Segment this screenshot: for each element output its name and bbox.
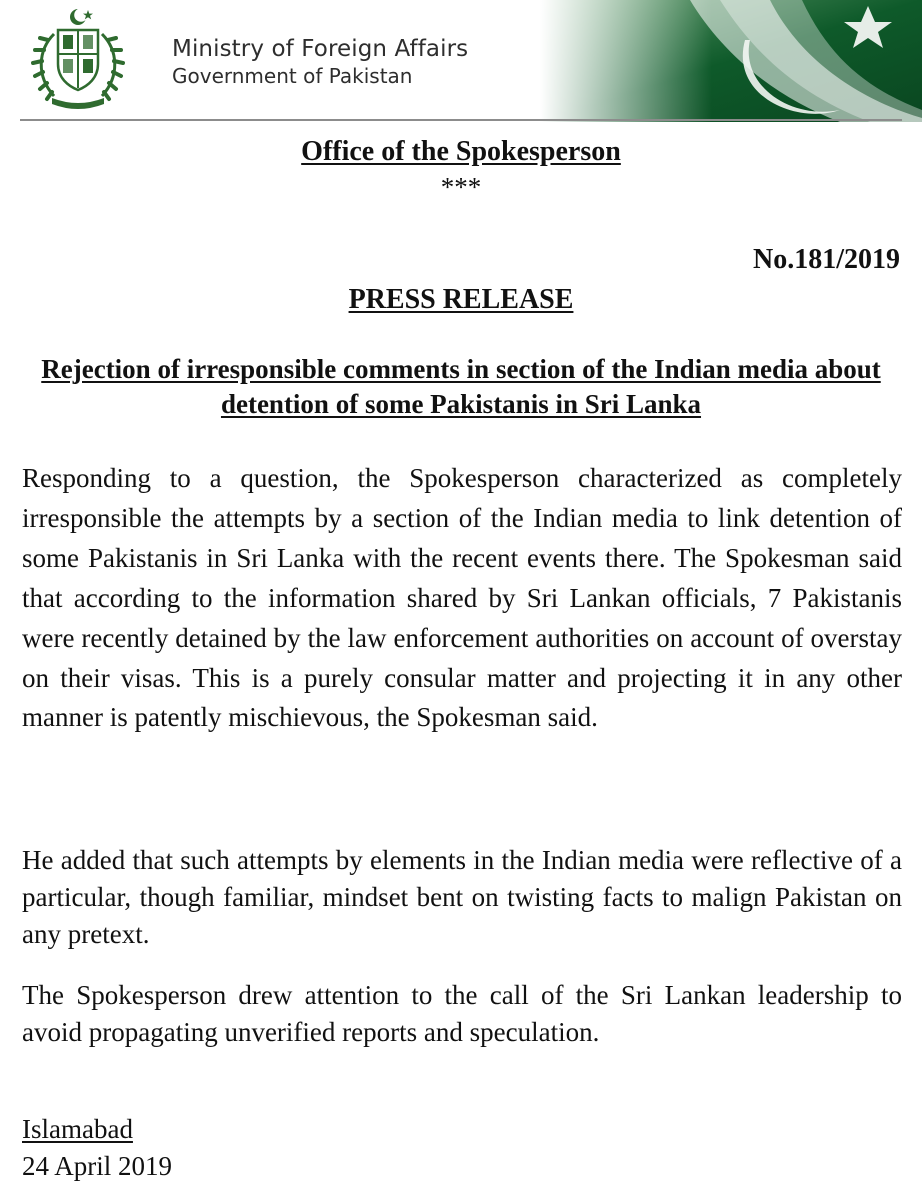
state-emblem-icon: [24, 4, 132, 112]
body-paragraph-1: Responding to a question, the Spokesperson characterized as completely irresponsible the attempts by a section of the Indian media to link detention of some Pakistanis in Sri Lanka with the recent events there. The Spokesman said that according to the information shared by Sri Lankan officials, 7 Pakistanis were recently detained by the law enforcement authorities on account of overstay on their visas. This is a purely consular matter and projecting it in any other manner is patently mischievous, the Spokesman said.: [22, 463, 902, 733]
issue-place: Islamabad: [22, 1114, 133, 1144]
subject-heading: Rejection of irresponsible comments in section of the Indian media about detention of some Pakistanis in Sri Lanka: [41, 354, 881, 419]
ministry-name: Ministry of Foreign Affairs: [172, 36, 469, 62]
body-paragraph-2: He added that such attempts by elements in the Indian media were reflective of a particular, though familiar, mindset bent on twisting facts to malign Pakistan on any pretext.: [22, 845, 902, 949]
issue-date: 24 April 2019: [22, 1151, 173, 1181]
press-release-title: PRESS RELEASE: [348, 284, 574, 315]
pakistan-flag-icon: [540, 0, 922, 122]
letterhead-divider: [20, 119, 902, 121]
office-title: Office of the Spokesperson: [301, 136, 621, 167]
government-name: Government of Pakistan: [172, 64, 413, 88]
separator-stars: ***: [440, 172, 482, 202]
body-paragraph-3: The Spokesperson drew attention to the call of the Sri Lankan leadership to avoid propagating unverified reports and speculation.: [22, 980, 902, 1047]
reference-number: No.181/2019: [753, 244, 900, 275]
letterhead: [0, 0, 922, 122]
